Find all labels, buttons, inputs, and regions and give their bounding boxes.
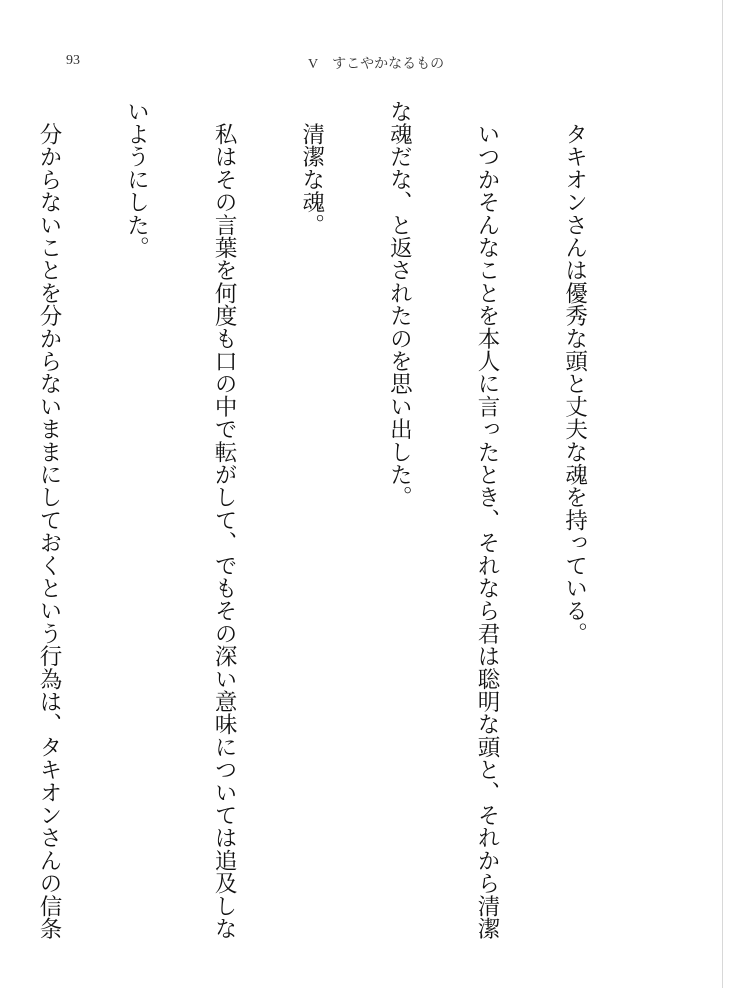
text-line: 分からないことを分からないままにしておくという行為は、タキオンさんの信条 [35, 100, 62, 940]
page-number: 93 [66, 53, 80, 68]
text-line: 私はその言葉を何度も口の中で転がして、でもその深い意味については追及しな [211, 100, 238, 940]
chapter-title: すこやかなるもの [332, 56, 445, 72]
text-line: 清潔な魂。 [298, 100, 325, 237]
text-line: いつかそんなことを本人に言ったとき、それなら君は聡明な頭と、それから清潔 [473, 100, 500, 940]
chapter-numeral: V [308, 57, 319, 72]
text-line: な魂だな、と返されたのを思い出した。 [386, 100, 413, 509]
page-edge-line [722, 0, 723, 988]
text-line: いようにした。 [123, 100, 150, 259]
running-head [308, 53, 444, 73]
body-text [0, 100, 647, 940]
text-line: タキオンさんは優秀な頭と丈夫な魂を持っている。 [561, 100, 588, 645]
